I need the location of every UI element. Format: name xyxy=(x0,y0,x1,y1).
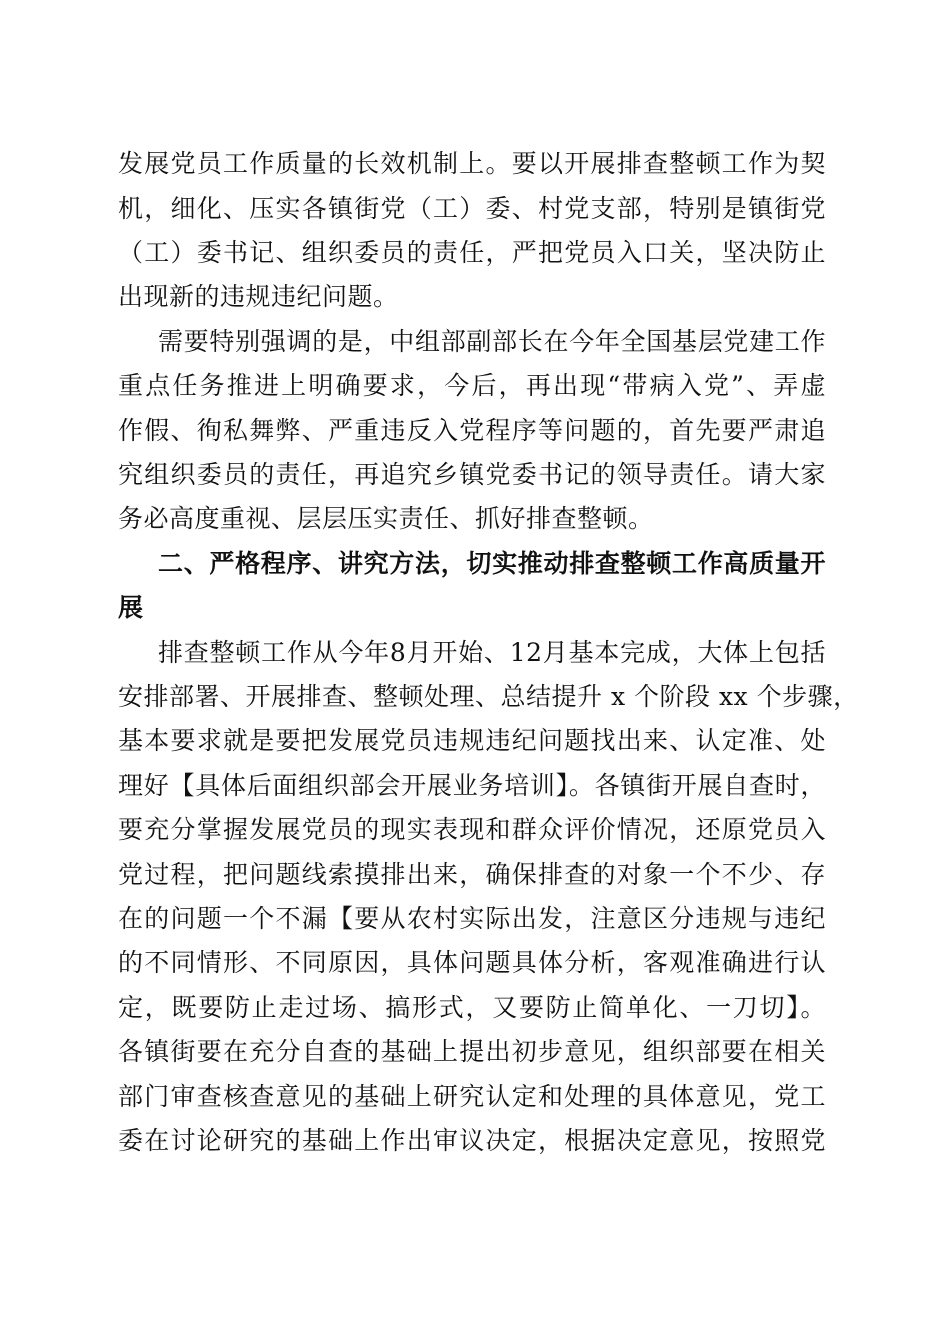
text-line: （工）委书记、组织委员的责任，严把党员入口关，坚决防止 xyxy=(118,238,826,267)
text-line: 各镇街要在充分自查的基础上提出初步意见，组织部要在相关 xyxy=(118,1037,826,1066)
heading-line: 展 xyxy=(118,593,144,622)
text-line: 委在讨论研究的基础上作出审议决定，根据决定意见，按照党 xyxy=(118,1126,826,1155)
text-line: 要充分掌握发展党员的现实表现和群众评价情况，还原党员入 xyxy=(118,815,826,844)
text-line: 在的问题一个不漏【要从农村实际出发，注意区分违规与违纪 xyxy=(118,904,826,933)
heading-line: 二、严格程序、讲究方法，切实推动排查整顿工作高质量开 xyxy=(158,549,826,578)
text-line: 务必高度重视、层层压实责任、抓好排查整顿。 xyxy=(118,504,654,533)
text-line: 的不同情形、不同原因，具体问题具体分析，客观准确进行认 xyxy=(118,948,826,977)
text-line: 安排部署、开展排查、整顿处理、总结提升 x 个阶段 xx 个步骤， xyxy=(118,682,859,711)
text-line: 部门审查核查意见的基础上研究认定和处理的具体意见，党工 xyxy=(118,1082,826,1111)
text-line: 理好【具体后面组织部会开展业务培训】。各镇街开展自查时， xyxy=(118,771,826,800)
text-line: 定，既要防止走过场、搞形式，又要防止简单化、一刀切】。 xyxy=(118,993,826,1022)
text-line: 作假、徇私舞弊、严重违反入党程序等问题的，首先要严肃追 xyxy=(118,416,826,445)
text-line: 究组织委员的责任，再追究乡镇党委书记的领导责任。请大家 xyxy=(118,460,826,489)
text-line: 需要特别强调的是，中组部副部长在今年全国基层党建工作 xyxy=(158,327,826,356)
text-line: 党过程，把问题线索摸排出来，确保排查的对象一个不少、存 xyxy=(118,860,826,889)
text-line: 机，细化、压实各镇街党（工）委、村党支部，特别是镇街党 xyxy=(118,194,826,223)
text-line: 出现新的违规违纪问题。 xyxy=(118,282,399,311)
text-line: 发展党员工作质量的长效机制上。要以开展排查整顿工作为契 xyxy=(118,149,826,178)
text-line: 基本要求就是要把发展党员违规违纪问题找出来、认定准、处 xyxy=(118,726,826,755)
text-line: 重点任务推进上明确要求，今后，再出现“带病入党”、弄虚 xyxy=(118,371,826,400)
text-line: 排查整顿工作从今年8月开始、12月基本完成，大体上包括 xyxy=(158,638,826,667)
